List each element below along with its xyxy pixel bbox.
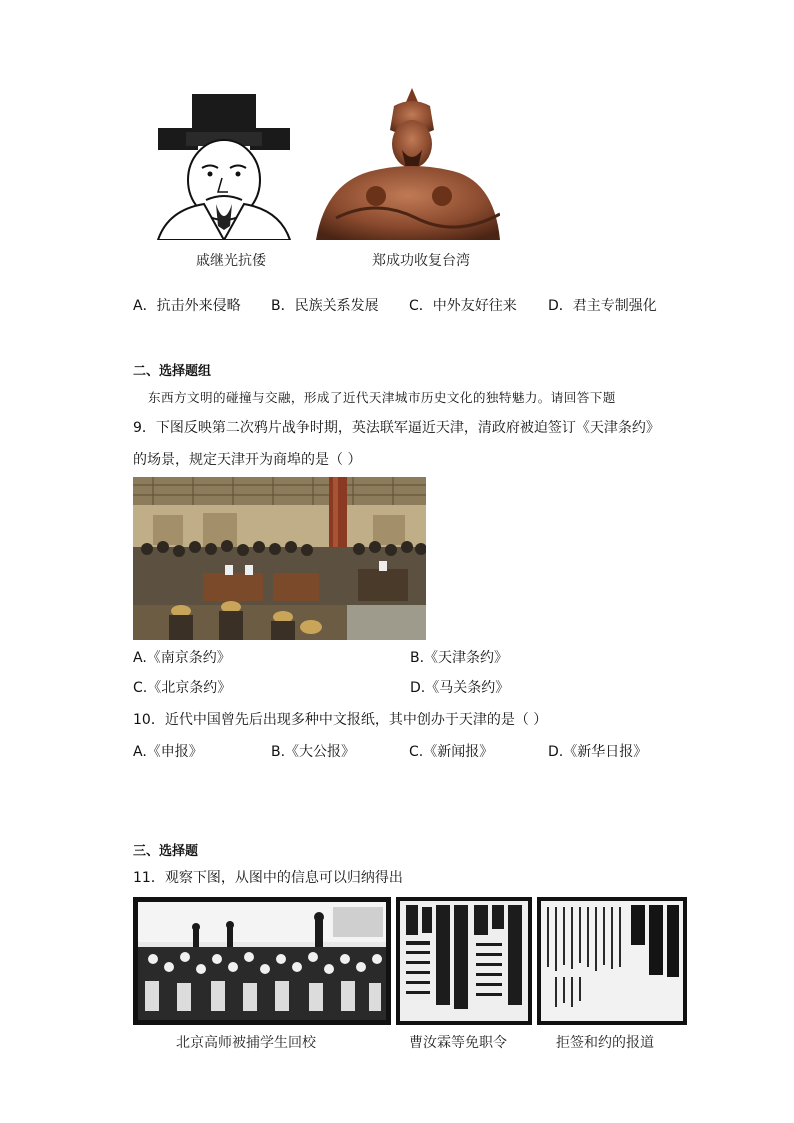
caption-treaty-refusal: 拒签和约的报道 xyxy=(556,1035,654,1051)
q10-option-d[interactable]: D.《新华日报》 xyxy=(548,744,648,760)
q8-option-d[interactable]: D．君主专制强化 xyxy=(548,298,657,314)
treaty-refusal-report-clipping xyxy=(537,897,687,1025)
caption-dismissal-order: 曹汝霖等免职令 xyxy=(409,1035,507,1051)
q9-stem-line2: 的场景，规定天津开为商埠的是（ ） xyxy=(133,452,362,468)
qi-jiguang-portrait xyxy=(150,88,298,240)
zheng-chenggong-statue xyxy=(316,88,500,240)
students-return-photo xyxy=(133,897,391,1025)
treaty-signing-image xyxy=(133,477,426,640)
section-2-intro: 东西方文明的碰撞与交融，形成了近代天津城市历史文化的独特魅力。请回答下题 xyxy=(148,390,616,405)
q9-option-d[interactable]: D.《马关条约》 xyxy=(410,680,510,696)
dismissal-order-clipping xyxy=(396,897,532,1025)
caption-students-return: 北京高师被捕学生回校 xyxy=(176,1035,316,1051)
q10-stem: 10．近代中国曾先后出现多种中文报纸，其中创办于天津的是（ ） xyxy=(133,712,548,728)
caption-qi-jiguang: 戚继光抗倭 xyxy=(196,253,266,269)
q9-option-c[interactable]: C.《北京条约》 xyxy=(133,680,232,696)
q8-option-b[interactable]: B．民族关系发展 xyxy=(271,298,379,314)
q9-option-a[interactable]: A.《南京条约》 xyxy=(133,650,231,666)
q10-option-c[interactable]: C.《新闻报》 xyxy=(409,744,494,760)
q9-stem-line1: 9．下图反映第二次鸦片战争时期，英法联军逼近天津，清政府被迫签订《天津条约》 xyxy=(133,420,660,436)
q10-option-b[interactable]: B.《大公报》 xyxy=(271,744,356,760)
caption-zheng-chenggong: 郑成功收复台湾 xyxy=(372,253,470,269)
section-heading-2: 二、选择题组 xyxy=(133,364,212,379)
q8-option-a[interactable]: A．抗击外来侵略 xyxy=(133,298,241,314)
section-heading-3: 三、选择题 xyxy=(133,844,199,859)
q11-stem: 11．观察下图，从图中的信息可以归纳得出 xyxy=(133,870,403,886)
q8-option-c[interactable]: C．中外友好往来 xyxy=(409,298,517,314)
q9-option-b[interactable]: B.《天津条约》 xyxy=(410,650,509,666)
q10-option-a[interactable]: A.《申报》 xyxy=(133,744,203,760)
